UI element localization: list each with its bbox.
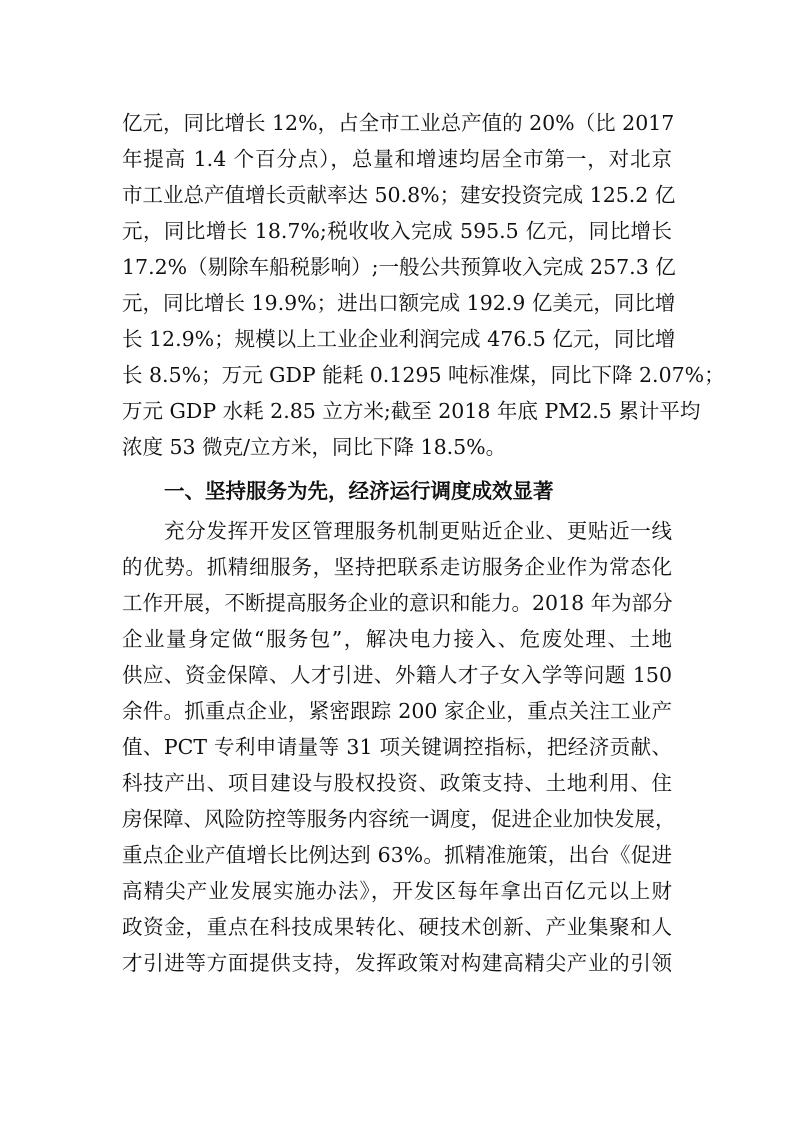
paragraph-line: 科技产出、项目建设与股权投资、政策支持、土地利用、住 <box>122 771 672 795</box>
paragraph-line: 才引进等方面提供支持，发挥政策对构建高精尖产业的引领 <box>122 951 672 975</box>
paragraph-line: 市工业总产值增长贡献率达 50.8%；建安投资完成 125.2 亿 <box>122 183 676 207</box>
paragraph-line: 重点企业产值增长比例达到 63%。抓精准施策，出台《促进 <box>122 843 672 867</box>
section-heading: 一、坚持服务为先，经济运行调度成效显著 <box>164 479 554 503</box>
paragraph-line: 高精尖产业发展实施办法》，开发区每年拿出百亿元以上财 <box>122 879 672 903</box>
paragraph-line: 万元 GDP 水耗 2.85 立方米;截至 2018 年底 PM2.5 累计平均 <box>122 399 701 423</box>
paragraph-line: 企业量身定做“服务包”，解决电力接入、危废处理、土地 <box>122 627 672 651</box>
paragraph-line: 政资金，重点在科技成果转化、硬技术创新、产业集聚和人 <box>122 915 672 939</box>
paragraph-line: 的优势。抓精细服务，坚持把联系走访服务企业作为常态化 <box>122 555 672 579</box>
paragraph-line: 房保障、风险防控等服务内容统一调度，促进企业加快发展， <box>122 807 676 831</box>
paragraph-line: 值、PCT 专利申请量等 31 项关键调控指标，把经济贡献、 <box>122 735 672 759</box>
paragraph-line: 工作开展，不断提高服务企业的意识和能力。2018 年为部分 <box>122 591 673 615</box>
paragraph-line: 元，同比增长 18.7%;税收收入完成 595.5 亿元，同比增长 <box>122 219 672 243</box>
paragraph-line: 余件。抓重点企业，紧密跟踪 200 家企业，重点关注工业产 <box>122 699 672 723</box>
paragraph-line: 年提高 1.4 个百分点），总量和增速均居全市第一，对北京 <box>122 147 672 171</box>
paragraph-line: 充分发挥开发区管理服务机制更贴近企业、更贴近一线 <box>164 519 672 543</box>
paragraph-line: 长 12.9%；规模以上工业企业利润完成 476.5 亿元，同比增 <box>122 327 676 351</box>
paragraph-line: 亿元，同比增长 12%，占全市工业总产值的 20%（比 2017 <box>122 111 675 135</box>
paragraph-line: 供应、资金保障、人才引进、外籍人才子女入学等问题 150 <box>122 663 672 687</box>
paragraph-line: 长 8.5%；万元 GDP 能耗 0.1295 吨标准煤，同比下降 2.07%； <box>122 363 725 387</box>
paragraph-line: 17.2%（剔除车船税影响）;一般公共预算收入完成 257.3 亿 <box>122 255 676 279</box>
paragraph-line: 浓度 53 微克/立方米，同比下降 18.5%。 <box>122 435 507 459</box>
paragraph-line: 元，同比增长 19.9%；进出口额完成 192.9 亿美元，同比增 <box>122 291 676 315</box>
